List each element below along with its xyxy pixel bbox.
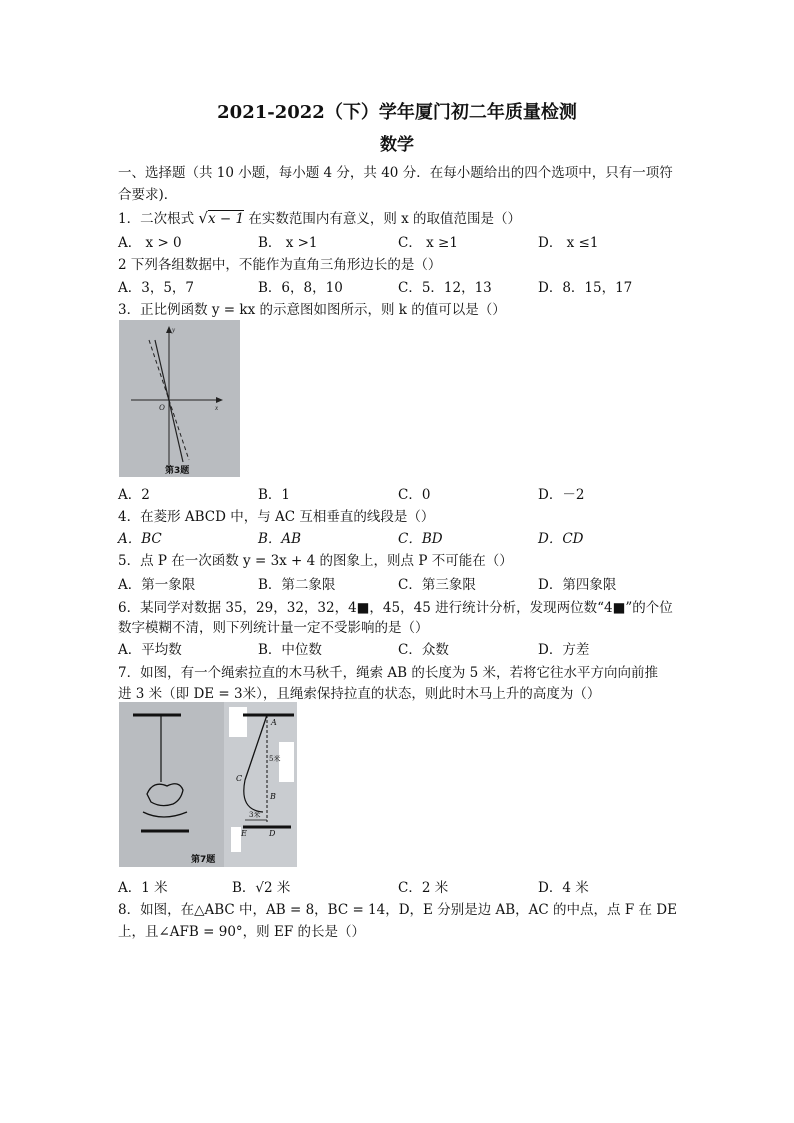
q4-option-b[interactable]: B．AB [258,531,302,547]
q3-option-a[interactable]: A．2 [118,487,150,503]
q7-label-5m: 5米 [269,755,281,763]
q5-option-c[interactable]: C．第三象限 [398,577,476,593]
q7-label-a: A [271,718,277,727]
q1-option-a[interactable]: A． x > 0 [118,235,182,251]
q6-option-c[interactable]: C．众数 [398,642,449,658]
q3-option-d[interactable]: D．－2 [538,487,585,503]
question-1-prefix: 1．二次根式 [118,211,195,227]
q7-label-b: B [270,792,276,801]
q2-option-d[interactable]: D．8．15，17 [538,280,633,296]
q3-figure-caption: 第3题 [165,466,190,476]
question-6-line1: 6．某同学对数据 35，29，32，32，4■，45，45 进行统计分析，发现两位数“4■”的个位 [118,600,673,616]
q6-option-b[interactable]: B．中位数 [258,642,322,658]
q6-option-d[interactable]: D．方差 [538,642,590,658]
q7-option-c[interactable]: C．2 米 [398,880,449,896]
question-3: 3．正比例函数 y = kx 的示意图如图所示，则 k 的值可以是（） [118,302,506,318]
q7-label-d: D [269,829,276,838]
question-4: 4．在菱形 ABCD 中，与 AC 互相垂直的线段是（） [118,509,435,525]
q7-figure-caption: 第7题 [191,855,216,865]
section-instructions-line1: 一、选择题（共 10 小题，每小题 4 分，共 40 分．在每小题给出的四个选项中，只有一项符 [118,165,673,181]
svg-text:O: O [159,403,165,412]
q7-label-c: C [236,774,243,783]
q5-option-b[interactable]: B．第二象限 [258,577,336,593]
q7-option-a[interactable]: A．1 米 [118,880,168,896]
page-subtitle: 数学 [380,135,414,155]
q3-option-c[interactable]: C．0 [398,487,431,503]
q7-option-d[interactable]: D．4 米 [538,880,589,896]
q4-option-d[interactable]: D．CD [538,531,584,547]
svg-text:y: y [172,326,176,334]
q2-option-b[interactable]: B．6，8，10 [258,280,343,296]
q3-figure [119,320,240,477]
svg-text:x: x [215,404,219,412]
page-title: 2021-2022（下）学年厦门初二年质量检测 [217,102,577,123]
q6-option-a[interactable]: A．平均数 [118,642,182,658]
q2-option-a[interactable]: A．3，5，7 [118,280,195,296]
question-6-line2: 数字模糊不清，则下列统计量一定不受影响的是（） [118,620,429,636]
question-2: 2 下列各组数据中，不能作为直角三角形边长的是（） [118,257,442,273]
question-8-line2: 上，且∠AFB = 90°，则 EF 的长是（） [118,924,365,940]
q3-option-b[interactable]: B．1 [258,487,291,503]
q5-option-d[interactable]: D．第四象限 [538,577,617,593]
q7-label-3m: 3米 [249,811,261,819]
q7-option-b[interactable]: B．√2 米 [232,880,291,896]
q1-option-d[interactable]: D． x ≤1 [538,235,599,251]
q7-figure [119,702,297,867]
question-1 [118,207,521,227]
q1-option-b[interactable]: B． x >1 [258,235,318,251]
q1-option-c[interactable]: C． x ≥1 [398,235,458,251]
question-8-line1: 8．如图，在△ABC 中，AB = 8，BC = 14，D，E 分别是边 AB，AC 的中点，点 F 在 DE [118,902,677,918]
q4-option-c[interactable]: C．BD [398,531,443,547]
q3-graph-svg [119,320,240,477]
question-5: 5．点 P 在一次函数 y = 3x + 4 的图象上，则点 P 不可能在（） [118,553,513,569]
q7-label-e: E [241,829,247,838]
q2-option-c[interactable]: C．5．12，13 [398,280,492,296]
section-instructions-line2: 合要求)． [118,187,178,203]
question-1-suffix: 在实数范围内有意义，则 x 的取值范围是（） [248,211,522,227]
question-7-line1: 7．如图，有一个绳索拉直的木马秋千，绳索 AB 的长度为 5 米，若将它往水平方向向前推 [118,665,659,681]
question-7-line2: 进 3 米（即 DE = 3米），且绳索保持拉直的状态，则此时木马上升的高度为（） [118,686,601,702]
q5-option-a[interactable]: A．第一象限 [118,577,196,593]
question-1-radicand: x − 1 [207,211,245,227]
q4-option-a[interactable]: A．BC [118,531,162,547]
sqrt-icon: √ [198,209,208,227]
